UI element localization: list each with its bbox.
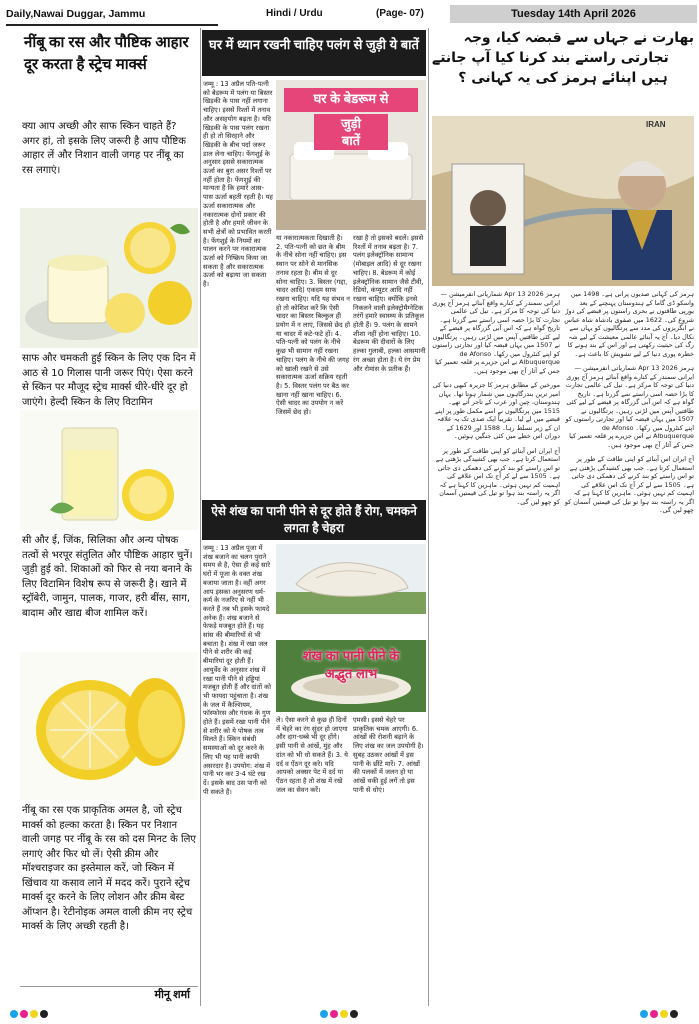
shankh-article-body-col1: जम्मू : 13 अप्रैल पूजा में शंख बजाने का चलन पुराने समय से है, ऐसा ही कई सारे घरों में पूजा के वक्त शंख बजाया जाता है। वहीं अगर आप इसका अनुसरण धर्म-कर्म के नजरिए से नहीं भी करते हैं तब भी इसके फायदे अनेक हैं। शंख बजाने से फेफड़े मजबूत होते हैं। यह सांस की बीमारियों से भी बचाता है। शंख में रखा जल पीने से शरीर की कई बीमारियां दूर होती हैं। आयुर्वेद के अनुसार शंख में रखा पानी पीने से हड्डियां मजबूत होती हैं और दांतों को भी फायदा पहुंचाता है। शंख के जल में कैल्शियम, फॉस्फोरस और गंधक के गुण होते हैं। इसमें रखा पानी पीने से शरीर को ये पोषक तत्व मिलते हैं। स्किन संबंधी समस्याओं को दूर करने के लिए भी यह पानी काफी असरदार है। उपयोग: शंख में पानी भर कर 3-4 घंटे रख दें। इसके बाद उस पानी को पी सकते हैं।: [203, 544, 271, 796]
shankh-water-image: [276, 640, 426, 712]
color-registration-marks: [10, 1010, 48, 1018]
urdu-headline-line2: تجارتی راستے بند کرنا کیا آپ جانتے: [432, 50, 669, 66]
issue-date: Tuesday 14th April 2026: [450, 5, 697, 23]
byline: मीनू शर्मा: [20, 986, 198, 1003]
bedroom-image-title-line2: जुड़ी: [341, 116, 361, 131]
bedroom-article-banner: घर में ध्यान रखनी चाहिए पलंग से जुड़ी ये बातें: [202, 30, 426, 76]
bedroom-image-title-line3: बातें: [341, 133, 361, 148]
language-label: Hindi / Urdu: [266, 8, 323, 19]
print-footer: [0, 1008, 699, 1024]
urdu-headline-line1: بھارت نے جہاں سے قبضہ کیا، وجہ: [463, 30, 694, 46]
column-divider: [200, 28, 201, 1006]
urdu-body-right-col: ہرمز کی کہانی صدیوں پرانی ہے۔ 1498 میں واسکو ڈی گاما کے ہندوستان پہنچنے کے بعد یورپی طاقتوں نے بحری راستوں پر قبضے کی دوڑ شروع کی۔ 1622 میں صفوی بادشاہ شاہ عباس نے انگریزوں کی مدد سے پرتگالیوں کو یہاں سے نکال دیا۔ آج یہ آبنائے عالمی معیشت کے لیے شہ رگ کی حیثیت رکھتی ہے اور اس کے بند ہونے کا خطرہ پوری دنیا کے لیے تشویش کا باعث ہے۔ ہرمز 2026 Apr 13 شماریاتی انفرمیشن — ایرانی سمندر کے کنارے واقع آبنائے ہرمز آج پوری دنیا کی توجہ کا مرکز ہے۔ تیل کی عالمی تجارت کا بڑا حصہ اسی راستے سے گزرتا ہے۔ تاریخ گواہ ہے کہ اس آبی گزرگاہ پر قبضے کے لیے کئی طاقتیں آپس میں لڑتی رہیں۔ پرتگالیوں نے 1507 میں یہاں قبضہ کیا اور تجارتی راستوں کو اپنے کنٹرول میں رکھا۔ de Afonso Albuquerque نے اس جزیرے پر قلعہ تعمیر کیا جس کے آثار آج بھی موجود ہیں۔ آج ایران اس آبنائے کو اپنی طاقت کے طور پر استعمال کرتا ہے۔ جب بھی کشیدگی بڑھتی ہے تو اس راستے کو بند کرنے کی دھمکی دی جاتی ہے۔ 1505 سے لے کر آج تک اس علاقے کی اہمیت کم نہیں ہوئی۔ ماہرین کا کہنا ہے کہ اگر یہ راستہ بند ہوا تو تیل کی قیمتیں آسمان کو چھو لیں گی۔: [564, 290, 694, 514]
hormuz-map-collage: [432, 116, 694, 286]
urdu-headline: [432, 28, 694, 114]
left-article: [20, 30, 198, 1003]
map-label: IRAN: [646, 120, 666, 129]
bedroom-article-body-col3: रखा है तो इसको बदलें। इससे रिश्तों में तनाव बढ़ता है। 7. पलंग इलेक्ट्रॉनिक सामान्य (मोबाइल आदि) से दूर रखना चाहिए। 8. बेडरूम में कोई इलेक्ट्रॉनिक सामान जैसे टीवी, रेडियो, कंप्यूटर आदि नहीं रखना चाहिए। क्योंकि इनसे निकलने वाली इलेक्ट्रोमैग्नेटिक तरंगें हमारे स्वास्थ्य के प्रतिकूल होती हैं। 9. पलंग के सामने शीशा नहीं होना चाहिए। 10. बेडरूम की दीवारों के लिए हल्का गुलाबी, हल्का आसमानी रंग अच्छा होता है। ये रंग प्रेम और रोमांस के प्रतीक हैं।: [353, 234, 426, 373]
lemon-drink-image: [20, 410, 198, 530]
lemon-halves-image: [20, 652, 198, 800]
urdu-headline-line3: ہیں اپنائے ہرمز کی یہ کہانی ؟: [458, 70, 668, 86]
bedroom-image: [276, 80, 426, 230]
publication-name: Daily,Nawai Duggar, Jammu: [6, 4, 218, 26]
shankh-article-banner: ऐसे शंख का पानी पीने से दूर होते हैं रोग, चमकने लगता है चेहरा: [202, 500, 426, 540]
page-number: (Page- 07): [376, 8, 424, 19]
urdu-body-left-col: ہرمز 2026 Apr 13 شماریاتی انفرمیشن — ایرانی سمندر کے کنارے واقع آبنائے ہرمز آج پوری دنیا کی توجہ کا مرکز ہے۔ تیل کی عالمی تجارت کا بڑا حصہ اسی راستے سے گزرتا ہے۔ تاریخ گواہ ہے کہ اس آبی گزرگاہ پر قبضے کے لیے کئی طاقتیں آپس میں لڑتی رہیں۔ پرتگالیوں نے 1507 میں یہاں قبضہ کیا اور تجارتی راستوں کو اپنے کنٹرول میں رکھا۔ de Afonso Albuquerque نے اس جزیرے پر قلعہ تعمیر کیا جس کے آثار آج بھی موجود ہیں۔ مورخین کے مطابق ہرمز کا جزیرہ کبھی دنیا کی امیر ترین بندرگاہوں میں شمار ہوتا تھا۔ یہاں ہندوستان، چین اور عرب کے تاجر آتے تھے۔ 1515 میں پرتگالیوں نے اسے مکمل طور پر اپنے قبضے میں لے لیا۔ تقریباً ایک صدی تک یہ علاقہ ان کے زیر تسلط رہا۔ 1588 اور 1629 کے دوران اس خطے میں کئی جنگیں ہوئیں۔ آج ایران اس آبنائے کو اپنی طاقت کے طور پر استعمال کرتا ہے۔ جب بھی کشیدگی بڑھتی ہے تو اس راستے کو بند کرنے کی دھمکی دی جاتی ہے۔ 1505 سے لے کر آج تک اس علاقے کی اہمیت کم نہیں ہوئی۔ ماہرین کا کہنا ہے کہ اگر یہ راستہ بند ہوا تو تیل کی قیمتیں آسمان کو چھو لیں گی۔: [432, 290, 560, 506]
bedroom-article-body-col2: या नकारात्मकता दिखाती है। 2. पति-पत्नी को छत के बीम के नीचे सोना नहीं चाहिए। इस स्थान पर सोने से मानसिक तनाव रहता है। बीम से दूर सोना चाहिए। 3. बिस्तर (गद्दा, चादर आदि) एकदम साफ रखना चाहिए। यदि यह संभव न हो तो कोशिश करें कि ऐसी चादर का बिस्तर बिल्कुल ही प्रयोग में न लाएं, जिससे छेद हो या चादर में कटे-फटे हों। 4. पति-पत्नी को पलंग के नीचे कुछ भी सामान नहीं रखना चाहिए। पलंग के नीचे की जगह को खाली रखने से उसे सकारात्मक ऊर्जा सक्रिय रहती है। 5. विस्तर पलंग पर बैठ कर खाना नहीं खाना चाहिए। 6. ऐसी चादर का उपयोग न करें जिसमें छेद हो।: [276, 234, 350, 417]
shankh-article-body-col3: एमसी। इससे चेहरे पर प्राकृतिक चमक आएगी। 6. आंखों की रोशनी बढ़ाने के लिए शंख का जल उपयोगी है। सुबह उठकर आंखों में इस पानी के छींटे मारें। 7. आंखों की पलकों में जलन हो या आंखें थकी हुई लगें तो इस पानी से धोएं।: [353, 716, 424, 794]
bedroom-image-title-line1: घर के बेडरूम से: [313, 91, 389, 106]
shankh-article-body-col2: ले। ऐसा करने से कुछ ही दिनों में चेहरे का रंग सुंदर हो जाएगा और दाग-धब्बे भी दूर होंगे। इसी पानी से आंखें, मुंह और दांत को भी धो सकते हैं। 3. ये दर्द व ऐंठन दूर करे। यदि आपको अक्सर पेट में दर्द या ऐंठन रहता है तो शंख में रखे जल का सेवन करें।: [276, 716, 348, 794]
article-headline: नींबू का रस और पौष्टिक आहार दूर करता है स्ट्रेच मार्क्स: [24, 34, 189, 73]
article-paragraph: साफ और चमकती हुई स्किन के लिए एक दिन में आठ से 10 गिलास पानी जरूर पिएं। ऐसा करने से स्किन पर मौजूद स्ट्रेच मार्क्स धीरे-धीरे दूर हो जाएंगे। हेल्दी स्किन के लिए विटामिन: [22, 353, 196, 408]
page-header: [4, 4, 695, 26]
article-paragraph: नींबू का रस एक प्राकृतिक अमल है, जो स्ट्रेच मार्क्स को हल्का करता है। स्किन पर निशान वाली जगह पर नींबू के रस को दस मिनट के लिए लगाएं और फिर धो लें। ऐसी क्रीम और मॉश्चराइजर का इस्तेमाल करें, जो स्किन में खिंचाव या कसाव लाने में मदद करें। पुराने स्ट्रेच मार्क्स दूर करने के लिए लोशन और क्रीम बेस्ट ऑप्शन है। रेटीनोइक अमल वाली क्रीम नए स्ट्रेच मार्क्स के लिए अच्छी रहती है।: [22, 805, 196, 932]
color-registration-marks: [320, 1010, 358, 1018]
article-intro: क्या आप अच्छी और साफ स्किन चाहते हैं? अगर हां, तो इसके लिए जरूरी है आप पौष्टिक आहार लें और निशान वाली जगह पर नींबू का रस लगाएं।: [22, 121, 186, 176]
column-divider: [428, 28, 429, 1006]
conch-shell-image: [276, 544, 426, 614]
lemon-juice-image: [20, 208, 198, 348]
shankh-image-title-line1: शंख का पानी पीने के: [302, 648, 400, 663]
shankh-image-title-line2: अद्भुत लाभ: [324, 666, 378, 681]
color-registration-marks: [640, 1010, 678, 1018]
article-paragraph: सी और ई, जिंक, सिलिका और अन्य पोषक तत्वों से भरपूर संतुलित और पौष्टिक आहार चुनें। जुड़ी हुई को. शिकाओं को फिर से नया बनाने के लिए विटामिन विशेष रूप से जरूरी है। खाने में स्ट्रॉबेरी, जामुन, पालक, गाजर, हरी बींस, साग, बादाम और खाद्य बीज शामिल करें।: [22, 535, 193, 619]
bedroom-article-body-col1: जम्मू : 13 अप्रैल पति-पत्नी को बेडरूम में पलंग या बिस्तर खिड़की के पास नहीं लगाना चाहिए। इससे रिश्तों में तनाव और असहयोग बढ़ता है। यदि खिड़की के पास पलंग रखना ही हो तो सिरहाने और खिड़की के बीच पर्दा जरूर डाल लेना चाहिए। फेंगशुई के अनुसार इससे सकारात्मक ऊर्जा का बुरा असर रिश्तों पर नहीं होता है। फेंगशुई की मान्यता है कि हमारे आस-पास ऊर्जा बहती रहती है। यह ऊर्जा सकारात्मक और नकारात्मक दोनों प्रकार की होती है और हमारे जीवन के सभी क्षेत्रों को प्रभावित करती है। फेंगशुई के नियमों का पालन करने पर नकारात्मक ऊर्जा को निष्क्रिय किया जा सकता है और सकारात्मक ऊर्जा को बढ़ाया जा सकता है।: [203, 80, 273, 289]
